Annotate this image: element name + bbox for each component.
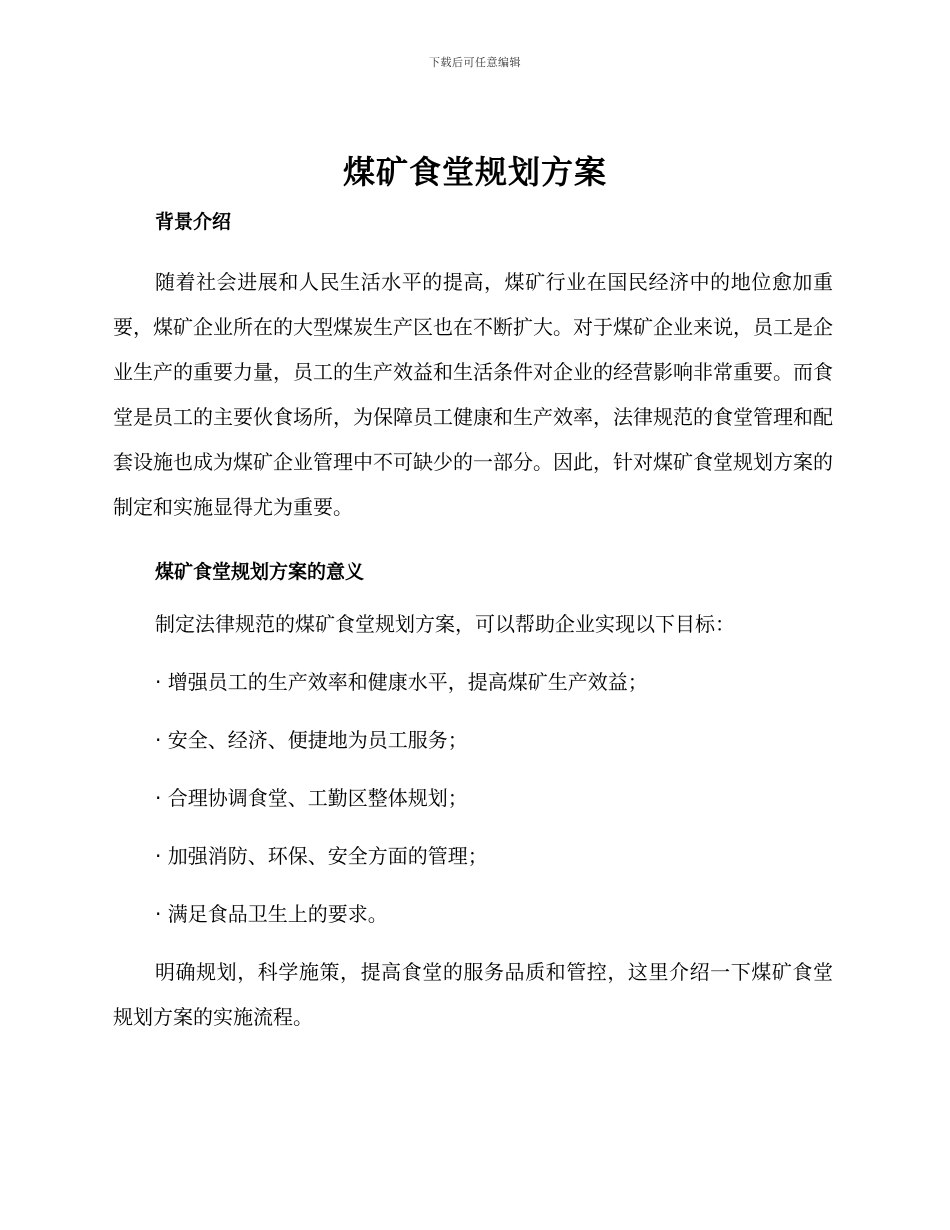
document-title: 煤矿食堂规划方案 bbox=[342, 153, 607, 191]
list-item: · 增强员工的生产效率和健康水平，提高煤矿生产效益； bbox=[155, 670, 648, 694]
section-heading-significance: 煤矿食堂规划方案的意义 bbox=[155, 561, 365, 583]
document-body bbox=[113, 204, 833, 1040]
goals-list bbox=[113, 660, 833, 937]
list-item: · 合理协调食堂、工勤区整体规划； bbox=[155, 786, 468, 810]
list-item: · 加强消防、环保、安全方面的管理； bbox=[155, 844, 488, 868]
significance-intro-paragraph: 制定法律规范的煤矿食堂规划方案，可以帮助企业实现以下目标： bbox=[155, 612, 735, 636]
list-item: · 满足食品卫生上的要求。 bbox=[155, 902, 388, 926]
background-paragraph: 随着社会进展和人民生活水平的提高，煤矿行业在国民经济中的地位愈加重要，煤矿企业所在的大型煤炭生产区也在不断扩大。对于煤矿企业来说，员工是企业生产的重要力量，员工的生产效益和生活条件对企业的经营影响非常重要。而食堂是员工的主要伙食场所，为保障员工健康和生产效率，法律规范的食堂管理和配套设施也成为煤矿企业管理中不可缺少的一部分。因此，针对煤矿食堂规划方案的制定和实施显得尤为重要。 bbox=[113, 270, 833, 519]
list-item: · 安全、经济、便捷地为员工服务； bbox=[155, 728, 468, 752]
section-heading-background: 背景介绍 bbox=[155, 211, 232, 233]
closing-paragraph: 明确规划，科学施策，提高食堂的服务品质和管控，这里介绍一下煤矿食堂规划方案的实施流程。 bbox=[113, 960, 833, 1029]
page-header-note: 下载后可任意编辑 bbox=[429, 56, 521, 69]
